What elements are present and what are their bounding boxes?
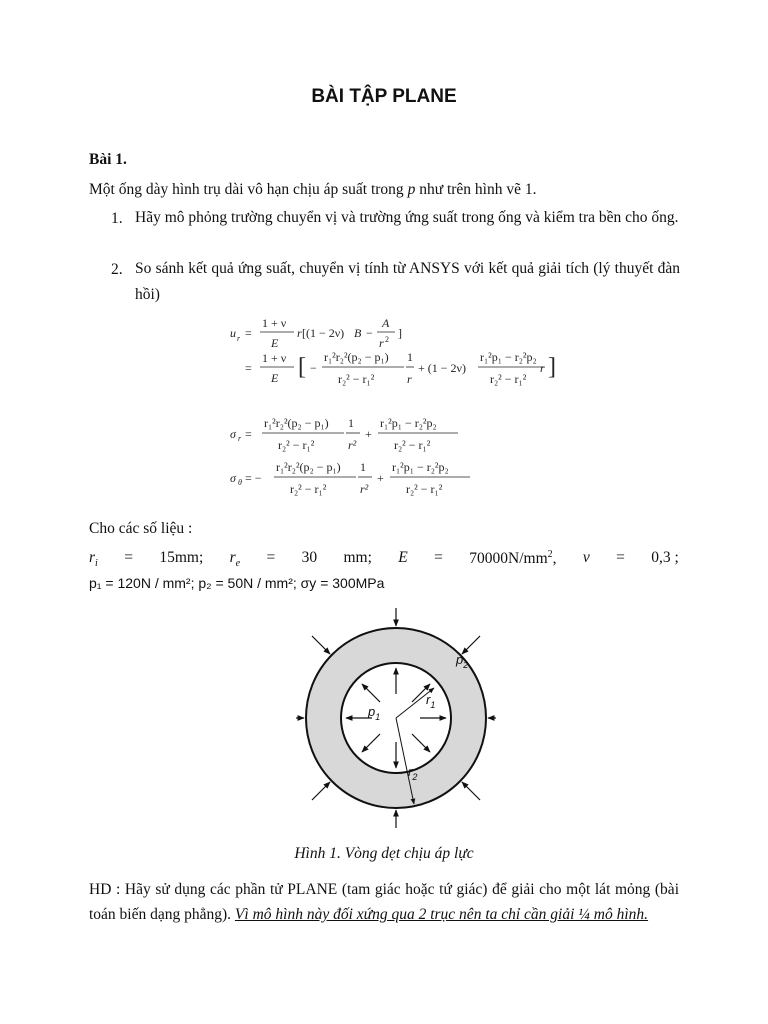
- list-item-1-text: Hãy mô phỏng trường chuyển vị và trường ứng suất trong ống và kiểm tra bền cho ống.: [135, 209, 679, 226]
- E-value: $70000N/mm^2$,: [469, 549, 557, 568]
- svg-text:r₁²r₂²(p₂ − p₁): r₁²r₂²(p₂ − p₁): [276, 460, 341, 474]
- hint-text: HD : Hãy sử dụng các phần tử PLANE (tam giác hoặc tứ giác) để giải cho một lát mỏng (bài toán biến dạng phẳng).: [89, 881, 679, 923]
- eq-3: =: [434, 549, 443, 566]
- eq-2: =: [266, 549, 276, 566]
- svg-text:1: 1: [407, 350, 413, 364]
- list-item-1-number: 1.: [111, 210, 123, 227]
- svg-text:u: u: [230, 326, 236, 340]
- svg-text:r: r: [407, 372, 412, 386]
- svg-text:r: r: [297, 326, 302, 340]
- svg-text:σ: σ: [230, 471, 236, 485]
- data-row-2: p₁ = 120N / mm²; p₂ = 50N / mm²; σy = 300MPa: [89, 575, 385, 591]
- svg-text:=: =: [245, 326, 252, 340]
- svg-text:r₁²p₁ − r₂²p₂: r₁²p₁ − r₂²p₂: [380, 416, 437, 430]
- nu-label: ν: [582, 549, 590, 566]
- svg-text:r₂² − r₁²: r₂² − r₁²: [490, 372, 527, 386]
- svg-text:r₂² − r₁²: r₂² − r₁²: [278, 438, 315, 452]
- svg-text:+ (1 − 2ν): + (1 − 2ν): [418, 361, 466, 375]
- svg-text:[: [: [298, 354, 306, 380]
- data-row: [89, 549, 679, 569]
- intro-before: Một ống dày hình trụ dài vô hạn chịu áp suất trong: [89, 181, 408, 198]
- svg-text:r₁²r₂²(p₂ − p₁): r₁²r₂²(p₂ − p₁): [324, 350, 389, 364]
- svg-text:r: r: [237, 334, 241, 343]
- svg-text:[(1 − 2ν): [(1 − 2ν): [302, 326, 345, 340]
- figure-caption: Hình 1. Vòng dẹt chịu áp lực: [294, 845, 474, 862]
- svg-text:1: 1: [360, 460, 366, 474]
- ring-figure: [296, 608, 496, 828]
- svg-text:r₂² − r₁²: r₂² − r₁²: [338, 372, 375, 386]
- re-value: 30: [301, 549, 318, 566]
- label-r1: $r_1$: [426, 692, 436, 710]
- svg-text:r: r: [238, 434, 242, 443]
- eq-4: =: [616, 549, 625, 566]
- ri-value: 15mm;: [159, 549, 204, 566]
- svg-text:σ: σ: [230, 427, 236, 441]
- re-unit: mm;: [343, 549, 372, 566]
- svg-text:r²: r²: [348, 438, 357, 452]
- data-intro: Cho các số liệu :: [89, 520, 193, 537]
- eq-1: =: [124, 549, 133, 566]
- label-p1: $p_1$: [368, 704, 381, 722]
- ri-label: $r_i$: [89, 549, 98, 570]
- svg-text:r₂² − r₁²: r₂² − r₁²: [394, 438, 431, 452]
- svg-text:r: r: [379, 336, 384, 350]
- svg-text:2: 2: [385, 335, 389, 344]
- section-heading: Bài 1.: [89, 151, 127, 168]
- hint-paragraph: [89, 877, 679, 927]
- svg-text:B: B: [354, 326, 362, 340]
- svg-text:= −: = −: [245, 471, 262, 485]
- svg-text:E: E: [271, 371, 279, 385]
- svg-text:r₂² − r₁²: r₂² − r₁²: [290, 482, 327, 496]
- svg-text:1 + ν: 1 + ν: [262, 351, 287, 365]
- list-item-2-number: 2.: [111, 261, 123, 278]
- hint-underlined: Vì mô hình này đối xứng qua 2 trục nên ta chỉ cần giải ¼ mô hình.: [234, 906, 649, 923]
- E-label: E: [398, 549, 408, 566]
- intro-paragraph: [89, 180, 537, 200]
- svg-text:r₂² − r₁²: r₂² − r₁²: [406, 482, 443, 496]
- svg-text:+: +: [377, 471, 384, 485]
- svg-text:r²: r²: [360, 482, 369, 496]
- svg-text:r₁²p₁ − r₂²p₂: r₁²p₁ − r₂²p₂: [392, 460, 449, 474]
- nu-value: 0,3 ;: [651, 549, 679, 566]
- svg-text:+: +: [365, 427, 372, 441]
- svg-text:A: A: [382, 316, 390, 330]
- svg-text:]: ]: [548, 354, 556, 380]
- svg-text:1: 1: [348, 416, 354, 430]
- svg-text:=: =: [245, 427, 252, 441]
- svg-text:]: ]: [398, 326, 402, 340]
- list-item-2-text: So sánh kết quả ứng suất, chuyển vị tính từ ANSYS với kết quả giải tích (lý thuyết đàn hồi): [135, 260, 680, 303]
- intro-after: như trên hình vẽ 1.: [415, 181, 537, 198]
- formula-image: [228, 310, 558, 500]
- svg-text:1 + ν: 1 + ν: [262, 316, 287, 330]
- svg-text:=: =: [245, 361, 252, 375]
- svg-text:r₁²r₂²(p₂ − p₁): r₁²r₂²(p₂ − p₁): [264, 416, 329, 430]
- svg-text:r₁²p₁ − r₂²p₂: r₁²p₁ − r₂²p₂: [480, 350, 537, 364]
- re-label: $r_e$: [229, 549, 241, 570]
- label-p2: $p_2$: [456, 652, 469, 670]
- label-r2: $r_2$: [408, 764, 418, 782]
- svg-text:−: −: [310, 361, 317, 375]
- svg-text:−: −: [366, 326, 373, 340]
- svg-text:E: E: [271, 336, 279, 350]
- svg-text:r: r: [540, 361, 545, 375]
- intro-var: p: [407, 181, 416, 198]
- svg-text:θ: θ: [238, 478, 242, 487]
- page-title: BÀI TẬP PLANE: [311, 86, 457, 107]
